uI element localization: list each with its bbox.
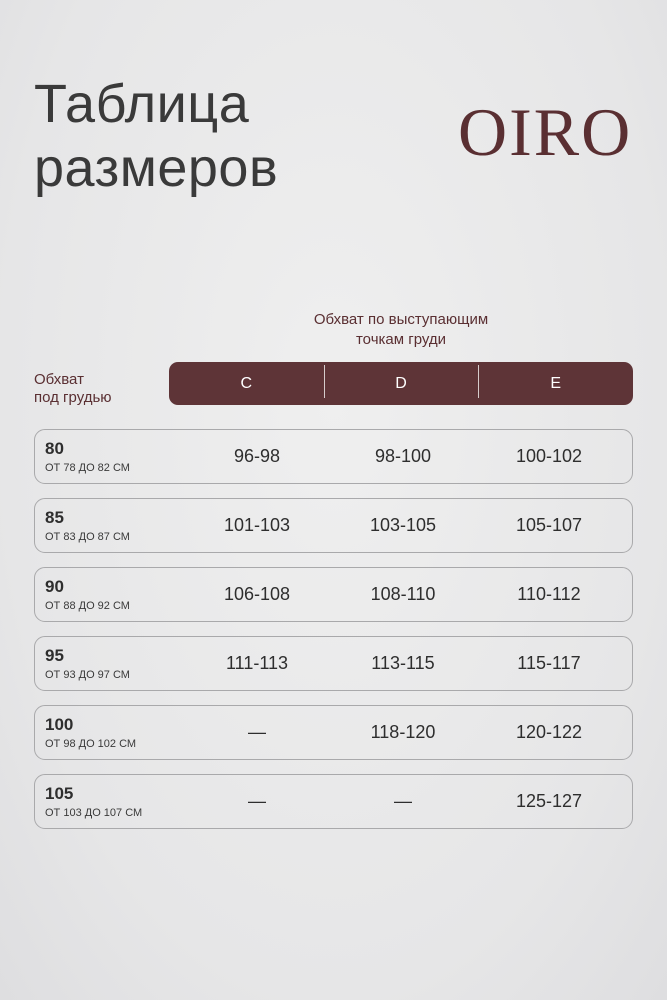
cup-c-value: 101-103	[223, 515, 291, 535]
brand-logo: OIRO	[458, 94, 633, 170]
band-range: ОТ 93 ДО 97 СМ	[45, 669, 130, 681]
cup-d-value: 108-110	[370, 584, 436, 604]
underbust-caption-line-2: под грудью	[34, 389, 112, 406]
title-line-2: размеров	[34, 138, 279, 198]
cup-header-c: C	[240, 374, 253, 392]
size-row-100	[34, 705, 633, 760]
size-row-85	[34, 498, 633, 553]
cup-c-value: —	[248, 722, 266, 742]
cup-d-value: 103-105	[369, 515, 437, 535]
band-range: ОТ 83 ДО 87 СМ	[45, 531, 130, 543]
band-size: 100	[45, 715, 74, 734]
underbust-caption-line-1: Обхват	[34, 371, 84, 388]
band-range: ОТ 78 ДО 82 СМ	[45, 462, 130, 474]
cup-e-value: 125-127	[515, 791, 583, 811]
bust-caption-line-2: точкам груди	[355, 331, 447, 348]
size-row-95	[34, 636, 633, 691]
cup-c-value: 111-113	[225, 653, 289, 673]
band-size: 80	[45, 439, 64, 458]
cup-d-value: 98-100	[374, 446, 432, 466]
band-label	[45, 785, 142, 821]
cup-header-d: D	[324, 375, 479, 393]
size-rows	[34, 429, 633, 843]
band-label	[45, 509, 130, 545]
band-range: ОТ 88 ДО 92 СМ	[45, 600, 130, 612]
band-label	[45, 647, 130, 683]
cup-d-value: 118-120	[370, 722, 436, 742]
cup-e-value: 110-112	[517, 584, 581, 604]
band-size: 85	[45, 508, 64, 527]
band-size: 105	[45, 784, 74, 803]
bust-caption-line-1: Обхват по выступающим	[313, 311, 489, 328]
cup-d-value: 113-115	[371, 653, 435, 673]
band-label	[45, 440, 130, 476]
size-row-105	[34, 774, 633, 829]
cup-d-value: —	[394, 791, 412, 811]
cup-e-value: 105-107	[515, 515, 583, 535]
bust-caption	[270, 310, 532, 350]
band-size: 90	[45, 577, 64, 596]
cup-header-e: E	[478, 375, 633, 393]
band-label	[45, 578, 130, 614]
cup-e-value: 100-102	[515, 446, 583, 466]
size-row-80	[34, 429, 633, 484]
cup-c-value: 106-108	[223, 584, 291, 604]
band-range: ОТ 103 ДО 107 СМ	[45, 807, 143, 819]
underbust-caption	[34, 371, 112, 407]
title-line-1: Таблица	[34, 74, 250, 134]
size-row-90	[34, 567, 633, 622]
cup-header	[169, 362, 633, 405]
cup-c-value: —	[248, 791, 266, 811]
band-size: 95	[45, 646, 64, 665]
band-range: ОТ 98 ДО 102 СМ	[45, 738, 137, 750]
band-label	[45, 716, 136, 752]
cup-e-value: 115-117	[517, 653, 581, 673]
cup-e-value: 120-122	[515, 722, 583, 742]
page-title	[34, 72, 278, 200]
cup-c-value: 96-98	[233, 446, 281, 466]
